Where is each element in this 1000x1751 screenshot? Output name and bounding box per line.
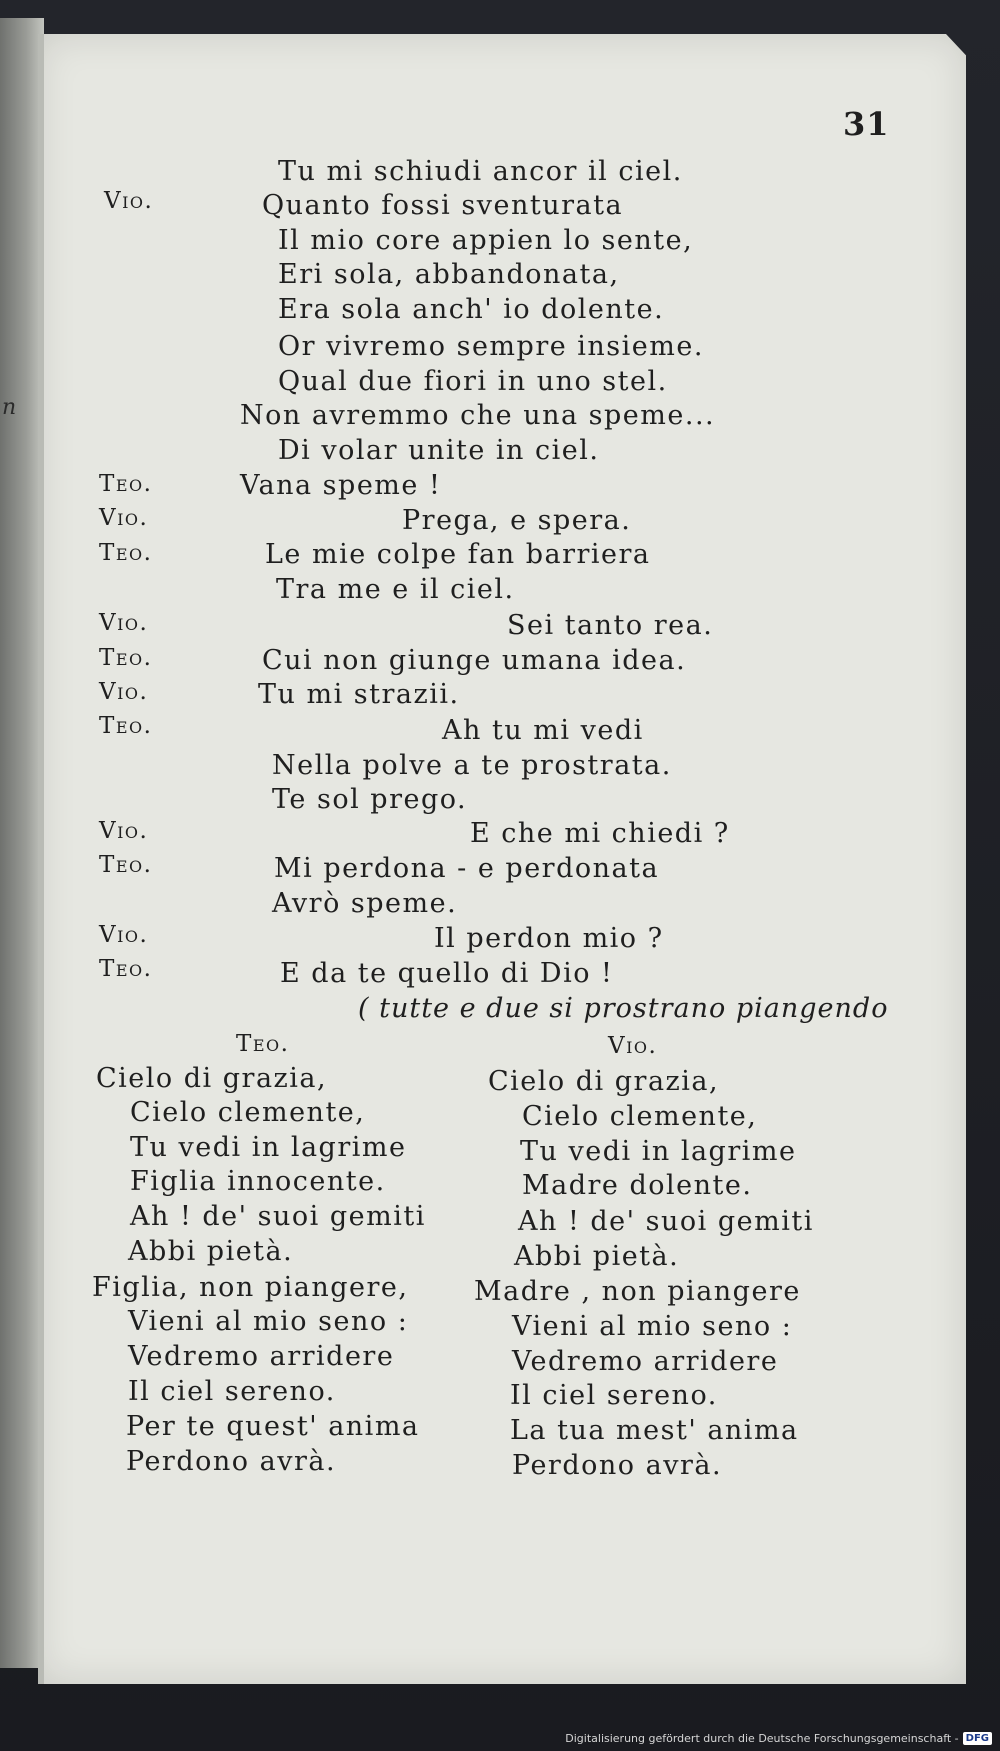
verse-line: Or vivremo sempre insieme. bbox=[278, 331, 704, 362]
verse-line: Quanto fossi sventurata bbox=[262, 190, 624, 221]
verse-line: Il perdon mio ? bbox=[434, 923, 664, 954]
duet-left-line: Tu vedi in lagrime bbox=[130, 1132, 407, 1163]
duet-left-line: Per te quest' anima bbox=[126, 1411, 420, 1442]
duet-right-line: Cielo clemente, bbox=[522, 1101, 758, 1132]
speaker-label: Vio. bbox=[99, 679, 149, 705]
speaker-label: Teo. bbox=[99, 956, 153, 982]
duet-left-line: Ah ! de' suoi gemiti bbox=[130, 1201, 426, 1232]
speaker-label: Teo. bbox=[99, 540, 153, 566]
duet-right-line: Vedremo arridere bbox=[512, 1346, 779, 1377]
duet-right-line: Madre , non piangere bbox=[474, 1276, 801, 1307]
margin-mark: n bbox=[2, 395, 17, 420]
duet-right-line: Ah ! de' suoi gemiti bbox=[518, 1206, 814, 1237]
verse-line: Cui non giunge umana idea. bbox=[262, 645, 687, 676]
duet-speaker-right: Vio. bbox=[608, 1033, 658, 1059]
duet-right-line: Il ciel sereno. bbox=[510, 1380, 718, 1411]
duet-right-line: La tua mest' anima bbox=[510, 1415, 799, 1446]
duet-right-line: Madre dolente. bbox=[522, 1170, 753, 1201]
verse-line: Te sol prego. bbox=[272, 784, 468, 815]
duet-left-line: Figlia, non piangere, bbox=[92, 1272, 409, 1303]
speaker-label: Teo. bbox=[99, 713, 153, 739]
verse-line: Avrò speme. bbox=[272, 888, 458, 919]
speaker-label: Teo. bbox=[99, 645, 153, 671]
verse-line: Non avremmo che una speme... bbox=[240, 400, 716, 431]
verse-line: Il mio core appien lo sente, bbox=[278, 225, 694, 256]
speaker-label: Vio. bbox=[99, 505, 149, 531]
verse-line: Qual due fiori in uno stel. bbox=[278, 366, 668, 397]
verse-line: Di volar unite in ciel. bbox=[278, 435, 600, 466]
verse-line: Nella polve a te prostrata. bbox=[272, 750, 672, 781]
verse-line: Vana speme ! bbox=[240, 470, 442, 501]
verse-line: E da te quello di Dio ! bbox=[280, 958, 614, 989]
duet-left-line: Perdono avrà. bbox=[126, 1446, 337, 1477]
verse-line: Mi perdona - e perdonata bbox=[274, 853, 660, 884]
verse-line: Tu mi strazii. bbox=[258, 679, 460, 710]
footer-text: Digitalisierung gefördert durch die Deutsche Forschungsgemeinschaft - bbox=[565, 1732, 959, 1745]
duet-right-line: Tu vedi in lagrime bbox=[520, 1136, 797, 1167]
speaker-label: Vio. bbox=[99, 922, 149, 948]
duet-left-line: Abbi pietà. bbox=[128, 1236, 294, 1267]
duet-right-line: Vieni al mio seno : bbox=[512, 1311, 793, 1342]
page-gutter bbox=[38, 34, 44, 1684]
digitization-footer bbox=[565, 1732, 992, 1745]
duet-left-line: Cielo di grazia, bbox=[96, 1063, 328, 1094]
duet-right-line: Perdono avrà. bbox=[512, 1450, 723, 1481]
verse-line: Era sola anch' io dolente. bbox=[278, 294, 665, 325]
verse-line: Sei tanto rea. bbox=[507, 610, 714, 641]
page-number: 31 bbox=[843, 105, 890, 143]
duet-left-line: Figlia innocente. bbox=[130, 1166, 386, 1197]
duet-right-line: Abbi pietà. bbox=[514, 1241, 680, 1272]
verse-line: Le mie colpe fan barriera bbox=[265, 539, 651, 570]
dfg-logo: DFG bbox=[963, 1732, 992, 1745]
duet-left-line: Cielo clemente, bbox=[130, 1097, 366, 1128]
duet-speaker-left: Teo. bbox=[236, 1031, 290, 1057]
verse-line: Tu mi schiudi ancor il ciel. bbox=[278, 156, 683, 187]
speaker-label: Vio. bbox=[99, 818, 149, 844]
speaker-label: Teo. bbox=[99, 471, 153, 497]
duet-left-line: Il ciel sereno. bbox=[128, 1376, 336, 1407]
duet-left-line: Vedremo arridere bbox=[128, 1341, 395, 1372]
duet-left-line: Vieni al mio seno : bbox=[128, 1306, 409, 1337]
duet-right-line: Cielo di grazia, bbox=[488, 1066, 720, 1097]
verse-line: E che mi chiedi ? bbox=[470, 818, 730, 849]
stage-direction: ( tutte e due si prostrano piangendo bbox=[358, 993, 889, 1024]
speaker-label: Vio. bbox=[104, 188, 154, 214]
verse-line: Eri sola, abbandonata, bbox=[278, 259, 620, 290]
speaker-label: Vio. bbox=[99, 610, 149, 636]
verse-line: Ah tu mi vedi bbox=[442, 715, 644, 746]
speaker-label: Teo. bbox=[99, 852, 153, 878]
verse-line: Tra me e il ciel. bbox=[276, 574, 515, 605]
verse-line: Prega, e spera. bbox=[402, 505, 632, 536]
